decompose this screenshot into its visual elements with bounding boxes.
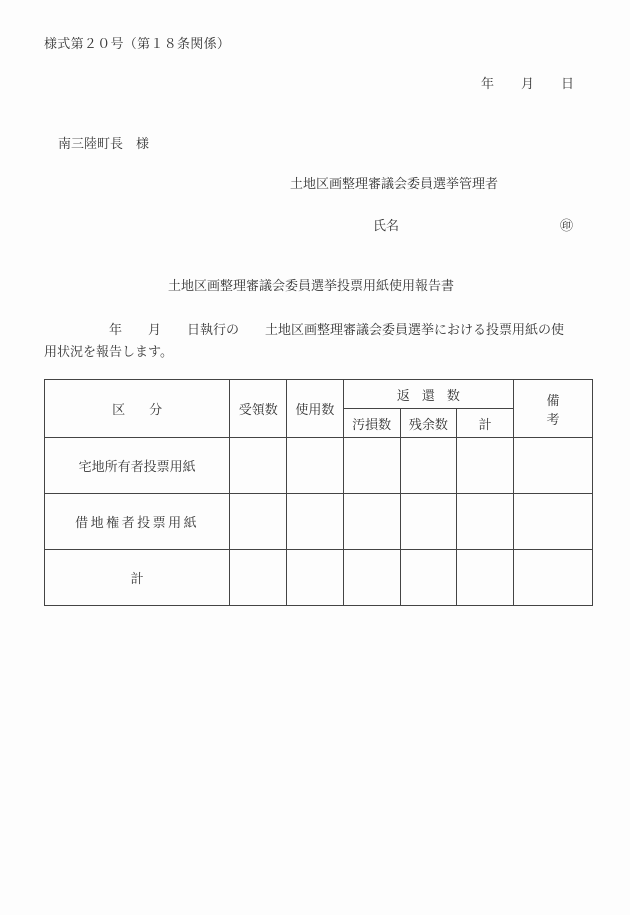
header-damaged: 汚損数 (343, 409, 400, 438)
cell-received[interactable] (230, 438, 287, 494)
header-remarks: 備考 (513, 380, 592, 438)
row-category: 宅地所有者投票用紙 (45, 438, 230, 494)
date-line (481, 77, 574, 93)
row-category: 借地権者投票用紙 (45, 494, 230, 550)
cell-remaining[interactable] (400, 550, 457, 606)
header-returned-total: 計 (457, 409, 514, 438)
sender-title: 土地区画整理審議会委員選挙管理者 (290, 177, 499, 192)
table-row-total (45, 550, 593, 606)
header-used: 使用数 (287, 380, 344, 438)
report-table (44, 379, 593, 606)
header-received: 受領数 (230, 380, 287, 438)
seal-icon: ㊞ (560, 219, 574, 234)
body-line-1: 年 月 日執行の 土地区画整理審議会委員選挙における投票用紙の使 (44, 323, 565, 338)
date-day: 日 (561, 77, 575, 92)
date-year: 年 (481, 77, 495, 92)
date-month: 月 (521, 77, 535, 92)
body-line-2: 用状況を報告します。 (44, 345, 173, 360)
header-returned: 返還数 (343, 380, 513, 409)
form-number: 様式第２０号（第１８条関係） (44, 37, 231, 52)
table-header-row (45, 380, 593, 409)
header-category: 区分 (45, 380, 230, 438)
row-category: 計 (45, 550, 230, 606)
cell-received[interactable] (230, 494, 287, 550)
cell-used[interactable] (287, 438, 344, 494)
cell-remaining[interactable] (400, 438, 457, 494)
cell-total[interactable] (457, 494, 514, 550)
table-row (45, 438, 593, 494)
document-title: 土地区画整理審議会委員選挙投票用紙使用報告書 (168, 279, 455, 294)
cell-remarks[interactable] (513, 438, 592, 494)
cell-total[interactable] (457, 438, 514, 494)
cell-used[interactable] (287, 494, 344, 550)
table-row (45, 494, 593, 550)
header-remaining: 残余数 (400, 409, 457, 438)
cell-remarks[interactable] (513, 550, 592, 606)
cell-used[interactable] (287, 550, 344, 606)
cell-received[interactable] (230, 550, 287, 606)
body-text (44, 320, 594, 364)
name-label: 氏名 (373, 219, 400, 234)
cell-damaged[interactable] (343, 438, 400, 494)
cell-damaged[interactable] (343, 494, 400, 550)
cell-remarks[interactable] (513, 494, 592, 550)
cell-damaged[interactable] (343, 550, 400, 606)
addressee: 南三陸町長 様 (58, 137, 150, 152)
cell-remaining[interactable] (400, 494, 457, 550)
cell-total[interactable] (457, 550, 514, 606)
